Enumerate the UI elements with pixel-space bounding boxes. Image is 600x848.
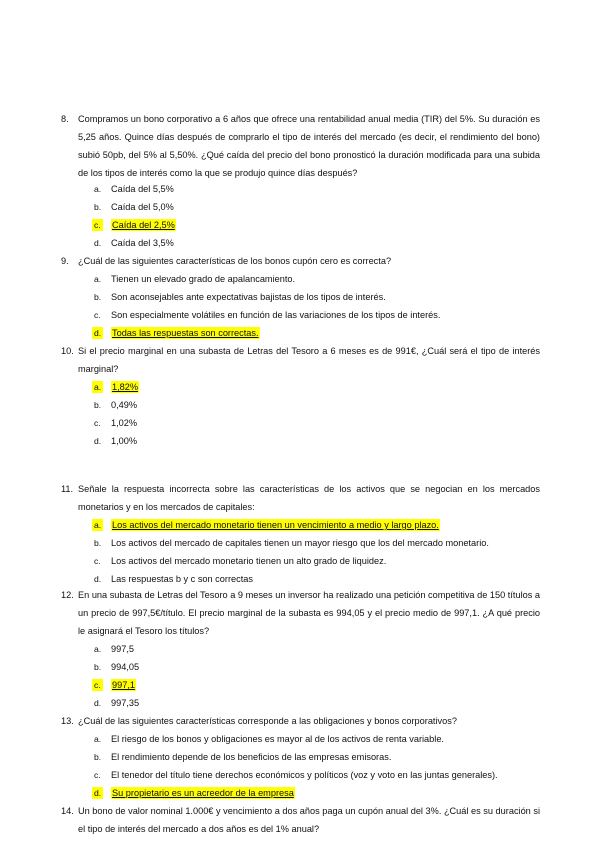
answer-option: Son aconsejables ante expectativas bajistas de los tipos de interés. [111, 292, 386, 302]
option-letter: c. [94, 680, 101, 690]
highlighted-answer-option: Caída del 2,5% [112, 220, 175, 230]
question-text-line: de los tipos de interés como la que se produjo quince días después? [78, 168, 358, 178]
answer-option: Los activos del mercado de capitales tienen un mayor riesgo que los del mercado monetario. [111, 538, 489, 548]
answer-option: El tenedor del título tiene derechos económicos y políticos (voz y voto en las juntas generales). [111, 770, 498, 780]
option-letter: b. [94, 538, 102, 548]
question-text-line: el tipo de interés del mercado a dos años es del 1% anual? [78, 824, 320, 834]
option-letter: c. [94, 770, 101, 780]
answer-option: 0,49% [111, 400, 138, 410]
option-letter: c. [94, 310, 101, 320]
option-letter: a. [94, 184, 102, 194]
option-letter: b. [94, 662, 102, 672]
option-letter: d. [94, 328, 102, 338]
option-letter: b. [94, 202, 102, 212]
option-letter: c. [94, 556, 101, 566]
highlighted-answer-option: Todas las respuestas son correctas. [112, 328, 259, 338]
question-text-line: ¿Cuál de las siguientes características corresponde a las obligaciones y bonos corporativos? [78, 716, 457, 726]
question-number: 14. [61, 806, 74, 816]
option-letter: d. [94, 788, 102, 798]
answer-option: Tienen un elevado grado de apalancamiento. [111, 274, 296, 284]
option-letter: b. [94, 292, 102, 302]
option-letter: a. [94, 274, 102, 284]
question-text-line: subió 50pb, del 5% al 5,50%. ¿Qué caída del precio del bono pronosticó la duración modificada para una subida [78, 150, 540, 160]
question-number: 8. [61, 114, 69, 124]
option-letter: d. [94, 436, 102, 446]
question-text-line: Compramos un bono corporativo a 6 años que ofrece una rentabilidad anual media (TIR) del 5%. Su duración es [78, 114, 540, 124]
option-letter: a. [94, 382, 102, 392]
question-number: 12. [61, 590, 74, 600]
question-text-line: En una subasta de Letras del Tesoro a 9 meses un inversor ha realizado una petición competitiva de 150 títulos a [78, 590, 540, 600]
highlighted-answer-option: Su propietario es un acreedor de la empresa [112, 788, 294, 798]
option-letter: b. [94, 400, 102, 410]
answer-option: 997,5 [111, 644, 134, 654]
question-number: 11. [61, 484, 74, 494]
answer-option: Son especialmente volátiles en función de las variaciones de los tipos de interés. [111, 310, 441, 320]
answer-option: Caída del 3,5% [111, 238, 174, 248]
question-text-line: Si el precio marginal en una subasta de Letras del Tesoro a 6 meses es de 991€, ¿Cuál será el tipo de interés [78, 346, 540, 356]
question-text-line: ¿Cuál de las siguientes características de los bonos cupón cero es correcta? [78, 256, 392, 266]
option-letter: a. [94, 644, 102, 654]
option-letter: c. [94, 418, 101, 428]
highlighted-answer-option: 1,82% [112, 382, 139, 392]
question-text-line: Un bono de valor nominal 1.000€ y vencimiento a dos años paga un cupón anual del 3%. ¿Cuál es su duración si [78, 806, 540, 816]
highlighted-answer-option: 997,1 [112, 680, 135, 690]
question-text-line: Señale la respuesta incorrecta sobre las características de los activos que se negocian en los mercados [78, 484, 540, 494]
question-number: 9. [61, 256, 69, 266]
option-letter: c. [94, 220, 101, 230]
answer-option: 1,02% [111, 418, 138, 428]
question-text-line: 5,25 años. Quince días después de comprarlo el tipo de interés del mercado (es decir, el rendimiento del bono) [78, 132, 540, 142]
question-text-line: le asignará el Tesoro los títulos? [78, 626, 210, 636]
question-number: 10. [61, 346, 74, 356]
question-text-line: marginal? [78, 364, 119, 374]
option-letter: d. [94, 698, 102, 708]
option-letter: d. [94, 238, 102, 248]
option-letter: a. [94, 520, 102, 530]
answer-option: 997,35 [111, 698, 140, 708]
answer-option: Caída del 5,0% [111, 202, 174, 212]
question-number: 13. [61, 716, 74, 726]
question-text-line: monetarios y en los mercados de capitales: [78, 502, 255, 512]
answer-option: El riesgo de los bonos y obligaciones es mayor al de los activos de renta variable. [111, 734, 444, 744]
answer-option: Caída del 5,5% [111, 184, 174, 194]
answer-option: El rendimiento depende de los beneficios de las empresas emisoras. [111, 752, 392, 762]
answer-option: Las respuestas b y c son correctas [111, 574, 253, 584]
question-text-line: un precio de 997,5€/título. El precio marginal de la subasta es 994,05 y el precio medio de 997,1. ¿A qué precio [78, 608, 540, 618]
answer-option: Los activos del mercado monetario tienen un alto grado de liquidez. [111, 556, 387, 566]
option-letter: a. [94, 734, 102, 744]
answer-option: 994,05 [111, 662, 140, 672]
answer-option: 1,00% [111, 436, 138, 446]
option-letter: b. [94, 752, 102, 762]
highlighted-answer-option: Los activos del mercado monetario tienen un vencimiento a medio y largo plazo. [112, 520, 439, 530]
option-letter: d. [94, 574, 102, 584]
